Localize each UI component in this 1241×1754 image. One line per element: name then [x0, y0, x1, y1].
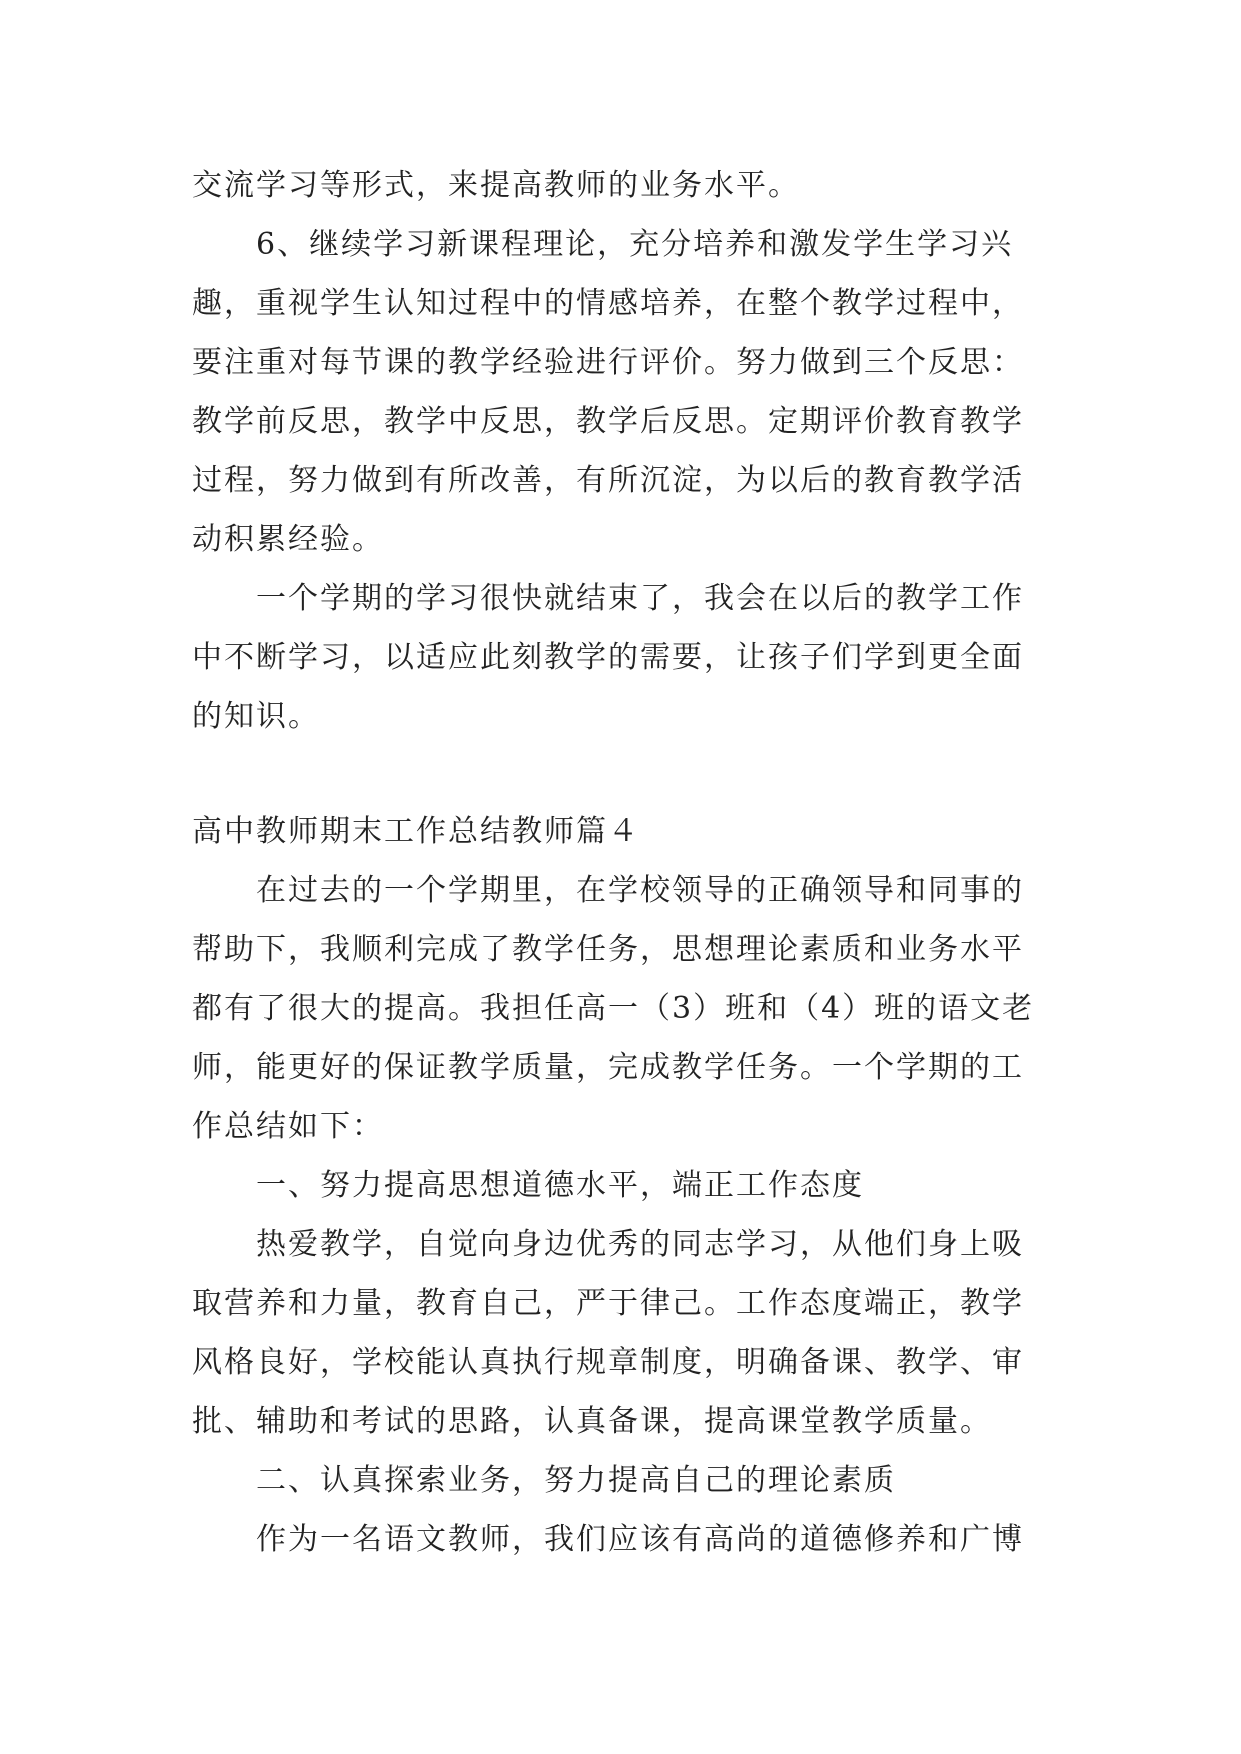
paragraph-line: 热爱教学，自觉向身边优秀的同志学习，从他们身上吸 [256, 1227, 1024, 1262]
paragraph-line: 取营养和力量，教育自己，严于律己。工作态度端正，教学 [192, 1286, 1024, 1321]
paragraph-line: 交流学习等形式，来提高教师的业务水平。 [192, 168, 800, 203]
paragraph-line: 6、继续学习新课程理论，充分培养和激发学生学习兴 [256, 227, 1014, 262]
body-text-top [192, 156, 1062, 746]
paragraph-line: 作总结如下： [192, 1109, 384, 1144]
paragraph-line: 帮助下，我顺利完成了教学任务，思想理论素质和业务水平 [192, 932, 1024, 967]
paragraph-line: 风格良好，学校能认真执行规章制度，明确备课、教学、审 [192, 1345, 1024, 1380]
paragraph-line: 作为一名语文教师，我们应该有高尚的道德修养和广博 [256, 1522, 1024, 1557]
paragraph-line: 要注重对每节课的教学经验进行评价。努力做到三个反思： [192, 345, 1024, 380]
paragraph-line: 一个学期的学习很快就结束了，我会在以后的教学工作 [256, 581, 1024, 616]
paragraph-line: 教学前反思，教学中反思，教学后反思。定期评价教育教学 [192, 404, 1024, 439]
paragraph-line: 中不断学习，以适应此刻教学的需要，让孩子们学到更全面 [192, 640, 1024, 675]
paragraph-line: 师，能更好的保证教学质量，完成教学任务。一个学期的工 [192, 1050, 1024, 1085]
section-title: 高中教师期末工作总结教师篇４ [192, 814, 640, 849]
paragraph-line: 过程，努力做到有所改善，有所沉淀，为以后的教育教学活 [192, 463, 1024, 498]
paragraph-line: 批、辅助和考试的思路，认真备课，提高课堂教学质量。 [192, 1404, 992, 1439]
paragraph-line: 的知识。 [192, 699, 320, 734]
paragraph-line: 在过去的一个学期里，在学校领导的正确领导和同事的 [256, 873, 1024, 908]
paragraph-line: 都有了很大的提高。我担任高一（3）班和（4）班的语文老 [192, 991, 1035, 1026]
subheading-line: 一、努力提高思想道德水平，端正工作态度 [256, 1168, 864, 1203]
section-heading-block [192, 802, 1062, 861]
paragraph-line: 趣，重视学生认知过程中的情感培养，在整个教学过程中， [192, 286, 1024, 321]
subheading-line: 二、认真探索业务，努力提高自己的理论素质 [256, 1463, 896, 1498]
paragraph-line: 动积累经验。 [192, 522, 384, 557]
body-text-section [192, 861, 1062, 1569]
